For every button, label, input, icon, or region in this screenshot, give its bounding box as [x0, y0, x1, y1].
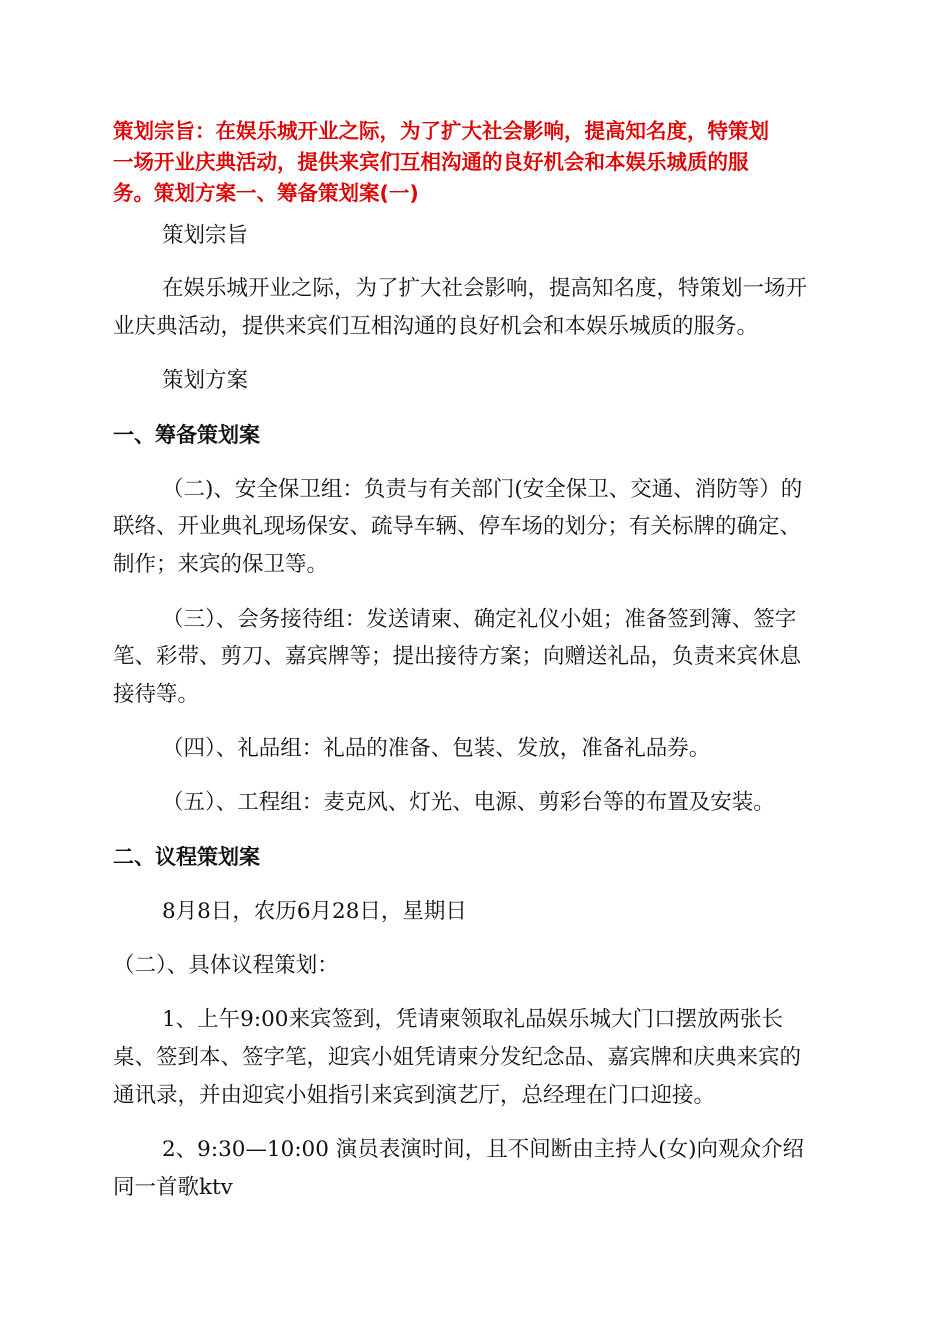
security-paragraph-line-3: 制作；来宾的保卫等。	[113, 552, 329, 577]
title-line-2: 一场开业庆典活动，提供来宾们互相沟通的良好机会和本娱乐城质的服	[113, 150, 749, 174]
reception-paragraph-line-3: 接待等。	[113, 682, 200, 707]
section-2-heading: 二、议程策划案	[113, 845, 260, 869]
agenda-item-1-line-2: 桌、签到本、签字笔，迎宾小姐凭请柬分发纪念品、嘉宾牌和庆典来宾的	[113, 1045, 802, 1070]
security-paragraph-line-2: 联络、开业典礼现场保安、疏导车辆、停车场的划分；有关标牌的确定、	[113, 514, 802, 539]
purpose-paragraph-line-1: 在娱乐城开业之际，为了扩大社会影响，提高知名度，特策划一场开	[162, 276, 808, 301]
title-line-3: 务。策划方案一、筹备策划案(一)	[113, 181, 419, 205]
section-1-heading: 一、筹备策划案	[113, 423, 260, 447]
gifts-paragraph: （四）、礼品组：礼品的准备、包装、发放，准备礼品券。	[162, 736, 711, 761]
highlighted-title	[113, 116, 843, 209]
reception-paragraph-line-2: 笔、彩带、剪刀、嘉宾牌等；提出接待方案；向赠送礼品，负责来宾休息	[113, 644, 802, 669]
purpose-paragraph-line-2: 业庆典活动，提供来宾们互相沟通的良好机会和本娱乐城质的服务。	[113, 314, 759, 339]
agenda-item-1-line-3: 通讯录，并由迎宾小姐指引来宾到演艺厅，总经理在门口迎接。	[113, 1083, 716, 1108]
date-line: 8月8日，农历6月28日，星期日	[162, 899, 467, 924]
reception-paragraph-line-1: （三）、会务接待组：发送请柬、确定礼仪小姐；准备签到簿、签字	[162, 607, 797, 632]
purpose-heading: 策划宗旨	[162, 223, 249, 248]
security-paragraph-line-1: （二)、安全保卫组：负责与有关部门(安全保卫、交通、消防等）的	[162, 477, 803, 502]
engineering-paragraph: （五）、工程组：麦克风、灯光、电源、剪彩台等的布置及安装。	[162, 790, 775, 815]
agenda-item-2-line-2: 同一首歌ktv	[113, 1175, 233, 1200]
agenda-item-1-line-1: 1、上午9:00来宾签到，凭请柬领取礼品娱乐城大门口摆放两张长	[162, 1007, 783, 1032]
agenda-item-2-line-1: 2、9:30—10:00 演员表演时间，且不间断由主持人(女)向观众介绍	[162, 1137, 805, 1162]
agenda-heading: （二）、具体议程策划：	[113, 953, 339, 978]
title-line-1: 策划宗旨：在娱乐城开业之际，为了扩大社会影响，提高知名度，特策划	[113, 119, 769, 143]
plan-heading: 策划方案	[162, 368, 249, 393]
